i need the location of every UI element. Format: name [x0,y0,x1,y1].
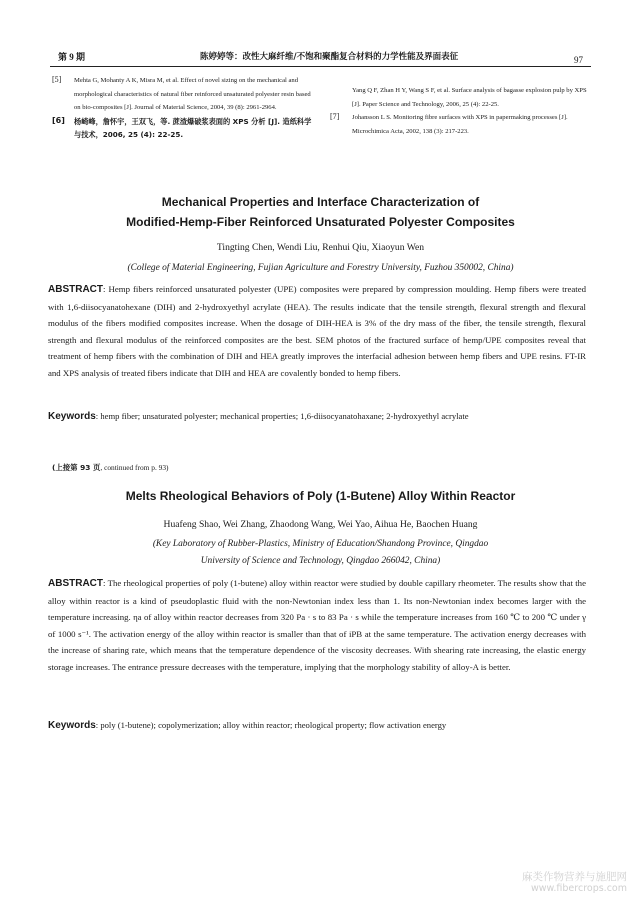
article-title: Melts Rheological Behaviors of Poly (1-Butene) Alloy Within Reactor [125,489,516,503]
reference-entry [52,115,314,142]
keywords-text: : hemp fiber; unsaturated polyester; mechanical properties; 1,6-diisocyanatohaxane; 2-hydroxyethyl acrylate [95,411,469,421]
author-list: Tingting Chen, Wendi Liu, Renhui Qiu, Xiaoyun Wen [216,242,425,253]
keywords [48,720,593,731]
keywords-text: : poly (1-butene); copolymerization; alloy within reactor; rheological property; flow activation energy [95,720,447,730]
reference-number: [7] [330,112,340,122]
header-rule [50,66,591,67]
watermark-title: 麻类作物营养与施肥网 [522,871,627,883]
keywords [48,411,593,422]
references-left-column [52,74,314,142]
continuation-cn: (上接第 93 页 [52,463,101,472]
reference-text: Yang Q F, Zhan H Y, Wang S F, et al. Surface analysis of bagasse explosion pulp by XPS [J]. Paper Science and Technology, 2006, 25 (4): 22-25. [352,87,587,108]
affiliation [50,536,591,570]
reference-entry [330,111,588,138]
reference-number: [5] [52,75,62,84]
continuation-note [52,462,169,473]
issue-number: 第 9 期 [58,52,86,62]
reference-text: 杨崎峰，詹怀宇，王双飞，等. 蔗渣爆破浆表面的 XPS 分析 [J]. 造纸科学与技术，2006, 25 (4): 22-25. [74,116,312,140]
references-right-column [330,84,588,138]
title-line: Modified-Hemp-Fiber Reinforced Unsaturated Polyester Composites [126,215,515,229]
running-title: 陈婷婷等：改性大麻纤维/不饱和聚酯复合材料的力学性能及界面表征 [200,52,459,62]
affiliation: (College of Material Engineering, Fujian Agriculture and Forestry University, Fuzhou 350002, China) [127,263,514,273]
watermark-url: www.fibercrops.com [530,883,627,894]
abstract [48,281,586,382]
abstract-text: : The rheological properties of poly (1-butene) alloy within reactor were studied by double capillary rheometer. The results show that the alloy within reactor is a kind of pseudoplastic fluid with the non-Newtonian index less than 1. Its non-Newtonian index becomes larger with the temperature increasing. ηa of alloy within reactor decreases from 320 Pa · s to 83 Pa · s while the temperature increases from 160 ℃ to 200 ℃ under γ of 1000 s⁻¹. The activation energy of the alloy within reactor is smaller than that of iPB at the same temperature. The activation energy decreases with the increase of sharing rate, which means that the temperature dependence of the viscosity decreases. With shearing rate increasing, the elastic energy storage increases. The entrance pressure decreases with the temperature, implying that the morphology stability of alloy-A is better. [48,578,586,672]
reference-entry [330,84,588,111]
reference-number: [6] [52,115,65,125]
reference-entry [52,74,314,115]
article-title [50,192,591,232]
author-list: Huafeng Shao, Wei Zhang, Zhaodong Wang, Wei Yao, Aihua He, Baochen Huang [163,519,478,530]
abstract-label: ABSTRACT [48,284,103,295]
affiliation-line: University of Science and Technology, Qingdao 266042, China) [200,556,441,566]
page-number: 97 [574,55,583,65]
keywords-label: Keywords [48,411,96,422]
keywords-label: Keywords [48,720,96,731]
reference-text: Johansson L S. Monitoring fibre surfaces with XPS in papermaking processes [J]. Microchimica Acta, 2002, 138 (3): 217-223. [352,114,568,135]
reference-text: Mehta G, Mohanty A K, Misra M, et al. Effect of novel sizing on the mechanical and morphological characteristics of natural fiber reinforced unsaturated polyester resin based on bio-composites [J]. Journal of Material Science, 2004, 39 (8): 2961-2964. [74,77,311,112]
abstract [48,575,586,676]
continuation-en: , continued from p. 93) [100,463,169,472]
abstract-text: : Hemp fibers reinforced unsaturated polyester (UPE) composites were prepared by compression moulding. Hemp fibers were treated with 1,6-diisocyanatohexane (DIH) and 2-hydroxyethyl acrylate (HEA). The results indicate that the tensile strength, flexural strength and flexural modulus of the fibers modified composites increase. When the dosage of DIH-HEA is 3% of the dry mass of the fiber, the tensile strength, flexural strength and flexural modulus of the reinforced composites are the best. SEM photos of the fractured surface of hemp/UPE composites reveal that treatment of hemp fibers with the combination of DIH and HEA greatly improves the interfacial adhesion between hemp fibers and UPE resins. FT-IR and XPS analysis of treated fibers indicate that DIH and HEA are covalently bonded to hemp fibers. [48,284,586,378]
affiliation-line: (Key Laboratory of Rubber-Plastics, Ministry of Education/Shandong Province, Qingdao [152,539,489,549]
abstract-label: ABSTRACT [48,578,103,589]
title-line: Mechanical Properties and Interface Characterization of [161,195,480,209]
